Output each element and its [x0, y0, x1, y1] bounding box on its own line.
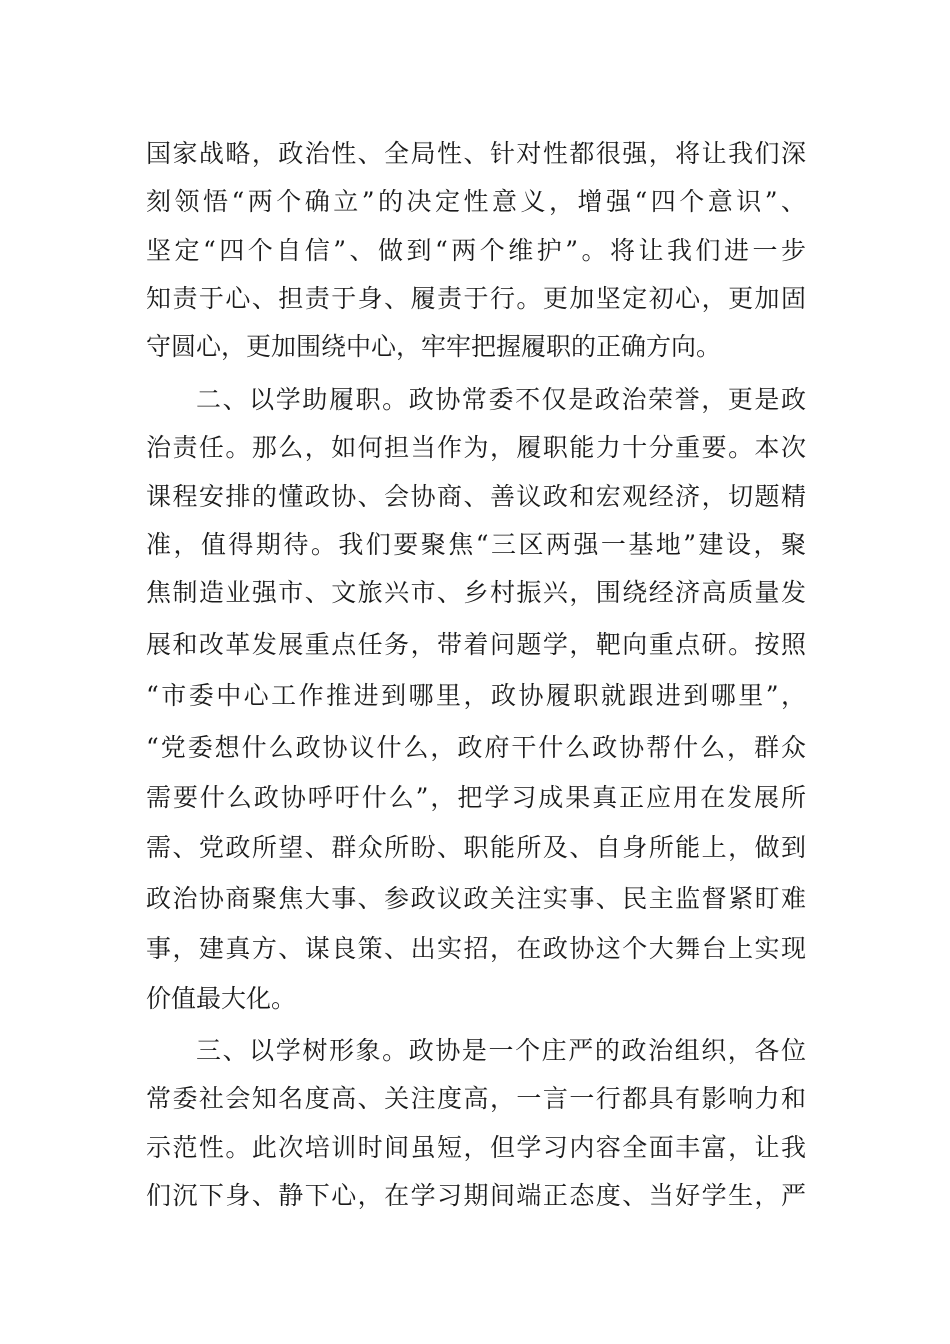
text-line: “党委想什么政协议什么，政府干什么政协帮什么，群众: [146, 733, 806, 762]
text-line: 事，建真方、谋良策、出实招，在政协这个大舞台上实现: [146, 934, 806, 963]
text-line: 示范性。此次培训时间虽短，但学习内容全面丰富，让我: [146, 1133, 806, 1162]
paragraph-heading-line: 三、以学树形象。政协是一个庄严的政治组织，各位: [196, 1036, 806, 1065]
text-line: 准，值得期待。我们要聚焦“三区两强一基地”建设，聚: [146, 530, 806, 559]
text-line: 焦制造业强市、文旅兴市、乡村振兴，围绕经济高质量发: [146, 578, 806, 607]
text-line: 课程安排的懂政协、会协商、善议政和宏观经济，切题精: [146, 482, 806, 511]
text-line: 治责任。那么，如何担当作为，履职能力十分重要。本次: [146, 433, 806, 462]
text-line: 守圆心，更加围绕中心，牢牢把握履职的正确方向。: [146, 332, 722, 361]
text-line: 国家战略，政治性、全局性、针对性都很强，将让我们深: [146, 139, 806, 168]
text-line: 知责于心、担责于身、履责于行。更加坚定初心，更加固: [146, 284, 806, 313]
paragraph-heading-line: 二、以学助履职。政协常委不仅是政治荣誉，更是政: [196, 385, 806, 414]
text-line: 常委社会知名度高、关注度高，一言一行都具有影响力和: [146, 1084, 806, 1113]
text-line: 价值最大化。: [146, 984, 297, 1013]
text-line: 刻领悟“两个确立”的决定性意义，增强“四个意识”、: [146, 187, 806, 216]
text-line: 展和改革发展重点任务，带着问题学，靶向重点研。按照: [146, 630, 806, 659]
text-line: 们沉下身、静下心，在学习期间端正态度、当好学生，严: [146, 1181, 806, 1210]
text-line: 坚定“四个自信”、做到“两个维护”。将让我们进一步: [146, 236, 806, 265]
text-line: 需、党政所望、群众所盼、职能所及、自身所能上，做到: [146, 833, 806, 862]
text-line: 需要什么政协呼吁什么”，把学习成果真正应用在发展所: [146, 783, 806, 812]
text-line: “市委中心工作推进到哪里，政协履职就跟进到哪里”，: [146, 681, 806, 710]
text-line: 政治协商聚焦大事、参政议政关注实事、民主监督紧盯难: [146, 884, 806, 913]
